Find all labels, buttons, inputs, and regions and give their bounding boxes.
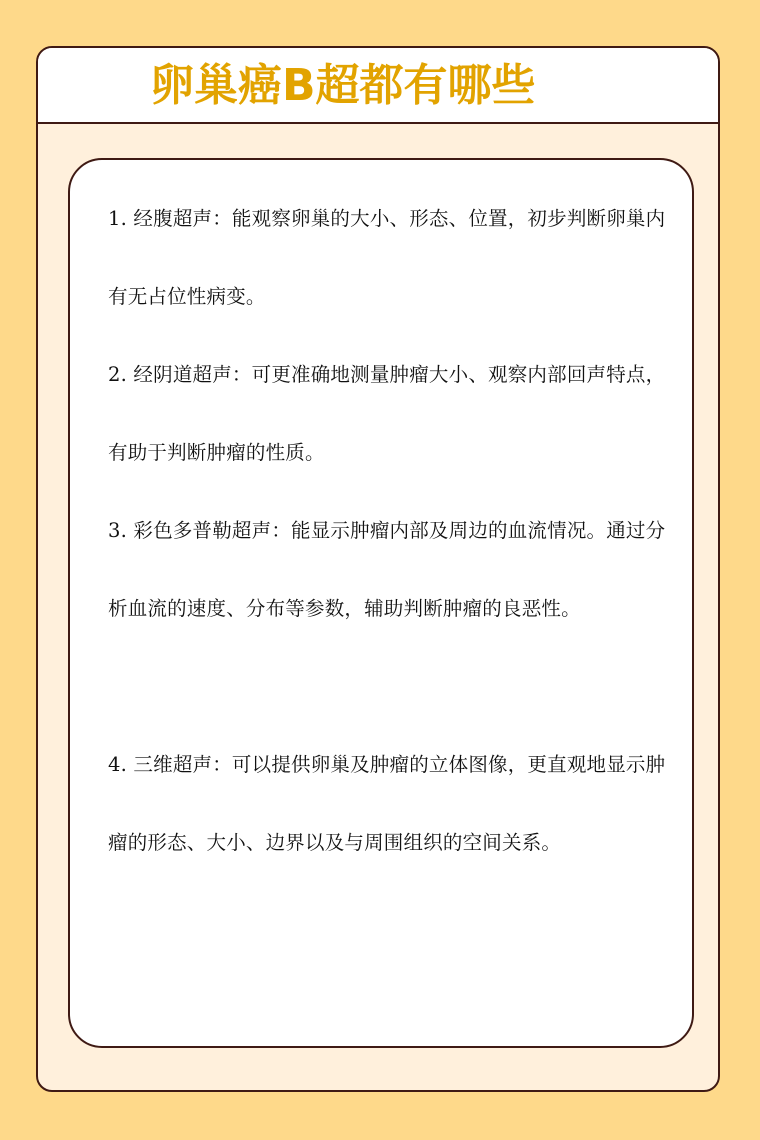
list-item-3 [108, 492, 673, 648]
item-text-first: 经腹超声：能观察卵巢的大小、形态、位置，初步判 [133, 207, 587, 230]
item-text-first: 彩色多普勒超声：能显示肿瘤内部及周边的血流情况 [133, 519, 587, 542]
item-text-first: 经阴道超声：可更准确地测量肿瘤大小、观察内部回 [133, 363, 587, 386]
header-bar [38, 48, 718, 124]
item-text-rest: 声特点，有助于判断肿瘤的性质。 [108, 363, 666, 464]
page-title: 卵巢癌B超都有哪些 [150, 60, 536, 111]
list-item-2 [108, 336, 673, 492]
item-number: 3. [108, 519, 128, 542]
item-number: 2. [108, 363, 128, 386]
item-text-rest: 。通过分析血流的速度、分布等参数，辅助判断肿瘤的良恶性。 [108, 519, 666, 620]
list-item-4 [108, 726, 673, 882]
item-text-rest: 断卵巢内有无占位性病变。 [108, 207, 666, 308]
info-card [36, 46, 720, 1092]
item-text-rest: 地显示肿瘤的形态、大小、边界以及与周围组织的空间关系。 [108, 753, 666, 854]
item-number: 1. [108, 207, 128, 230]
content-box [68, 158, 694, 1048]
item-number: 4. [108, 753, 128, 776]
list-item-1 [108, 180, 673, 336]
item-text-first: 三维超声：可以提供卵巢及肿瘤的立体图像，更直观 [133, 753, 587, 776]
